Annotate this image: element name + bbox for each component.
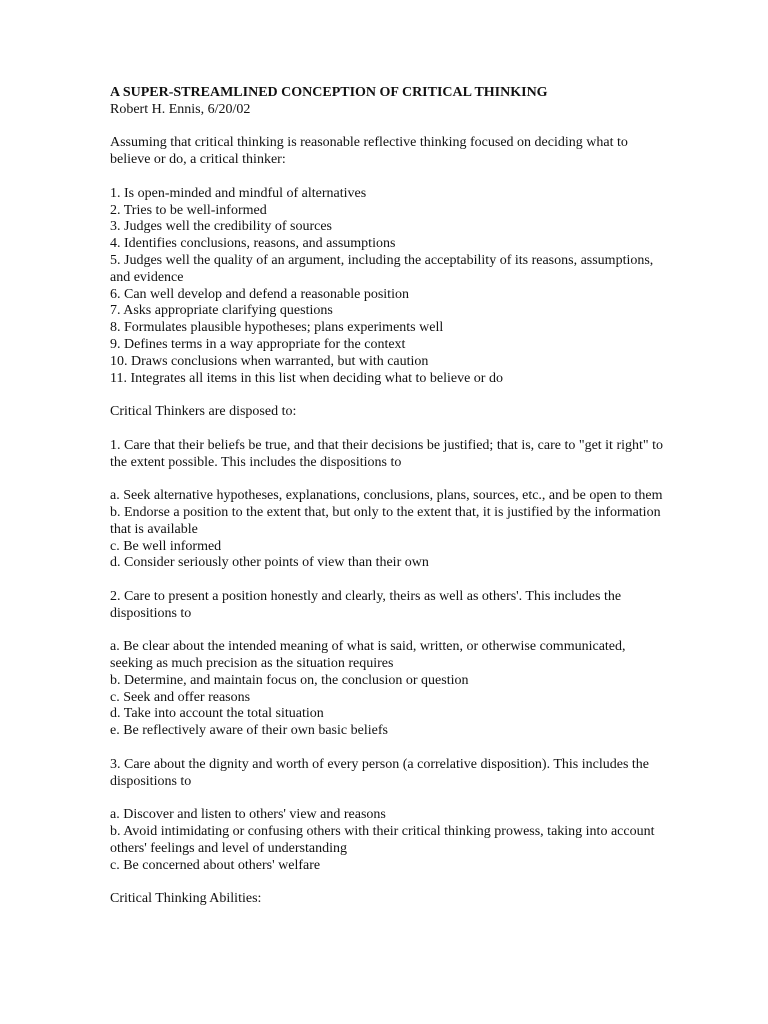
disposition-heading: 2. Care to present a position honestly and clearly, theirs as well as others'. This includes the dispositions to	[110, 588, 625, 621]
list-item: e. Be reflectively aware of their own basic beliefs	[110, 723, 388, 739]
spacer	[110, 169, 670, 186]
list-item: a. Be clear about the intended meaning of what is said, written, or otherwise communicated, seeking as much precision as the situation requires	[110, 639, 626, 672]
list-item: 10. Draws conclusions when warranted, but with caution	[110, 353, 429, 369]
list-item: 4. Identifies conclusions, reasons, and assumptions	[110, 236, 396, 252]
list-item: 5. Judges well the quality of an argument, including the acceptability of its reasons, assumptions, and evidence	[110, 252, 654, 285]
list-item: b. Endorse a position to the extent that, but only to the extent that, it is justified by the information that is available	[110, 504, 661, 537]
list-item: c. Be concerned about others' welfare	[110, 857, 321, 873]
spacer	[110, 874, 670, 891]
list-item: 1. Is open-minded and mindful of alternatives	[110, 185, 367, 201]
disposition-heading: 1. Care that their beliefs be true, and that their decisions be justified; that is, care to "get it right" to the extent possible. This includes the dispositions to	[110, 437, 667, 470]
list-item: c. Seek and offer reasons	[110, 689, 251, 705]
thinker-list	[110, 186, 670, 388]
spacer	[110, 421, 670, 438]
list-item: a. Seek alternative hypotheses, explanations, conclusions, plans, sources, etc., and be open to them	[110, 488, 663, 504]
list-item: 7. Asks appropriate clarifying questions	[110, 303, 333, 319]
list-item: d. Consider seriously other points of view than their own	[110, 555, 429, 571]
spacer	[110, 623, 670, 640]
spacer	[110, 119, 670, 136]
list-item: a. Discover and listen to others' view and reasons	[110, 807, 386, 823]
spacer	[110, 740, 670, 757]
list-item: 9. Defines terms in a way appropriate for the context	[110, 336, 406, 352]
spacer	[110, 572, 670, 589]
list-item: 2. Tries to be well-informed	[110, 202, 267, 218]
disposition-group-2	[110, 589, 670, 740]
list-item: 11. Integrates all items in this list when deciding what to believe or do	[110, 370, 503, 386]
spacer	[110, 387, 670, 404]
intro-paragraph: Assuming that critical thinking is reasonable reflective thinking focused on deciding what to believe or do, a critical thinker:	[110, 135, 632, 168]
document-title: A SUPER-STREAMLINED CONCEPTION OF CRITICAL THINKING	[110, 85, 548, 100]
disposition-heading: 3. Care about the dignity and worth of every person (a correlative disposition). This includes the dispositions to	[110, 756, 653, 789]
list-item: 6. Can well develop and defend a reasonable position	[110, 286, 409, 302]
document-page	[110, 85, 670, 908]
list-item: 8. Formulates plausible hypotheses; plans experiments well	[110, 320, 444, 336]
author-line: Robert H. Ennis, 6/20/02	[110, 101, 251, 117]
list-item: b. Avoid intimidating or confusing others with their critical thinking prowess, taking into account others' feelings and level of understanding	[110, 824, 655, 856]
list-item: c. Be well informed	[110, 538, 222, 554]
section-heading: Critical Thinking Abilities:	[110, 891, 262, 907]
list-item: 3. Judges well the credibility of sources	[110, 219, 333, 235]
disposition-group-3	[110, 757, 670, 875]
list-item: d. Take into account the total situation	[110, 706, 324, 722]
section-heading: Critical Thinkers are disposed to:	[110, 404, 297, 420]
spacer	[110, 471, 670, 488]
disposition-group-1	[110, 438, 670, 572]
spacer	[110, 790, 670, 807]
list-item: b. Determine, and maintain focus on, the conclusion or question	[110, 672, 469, 688]
